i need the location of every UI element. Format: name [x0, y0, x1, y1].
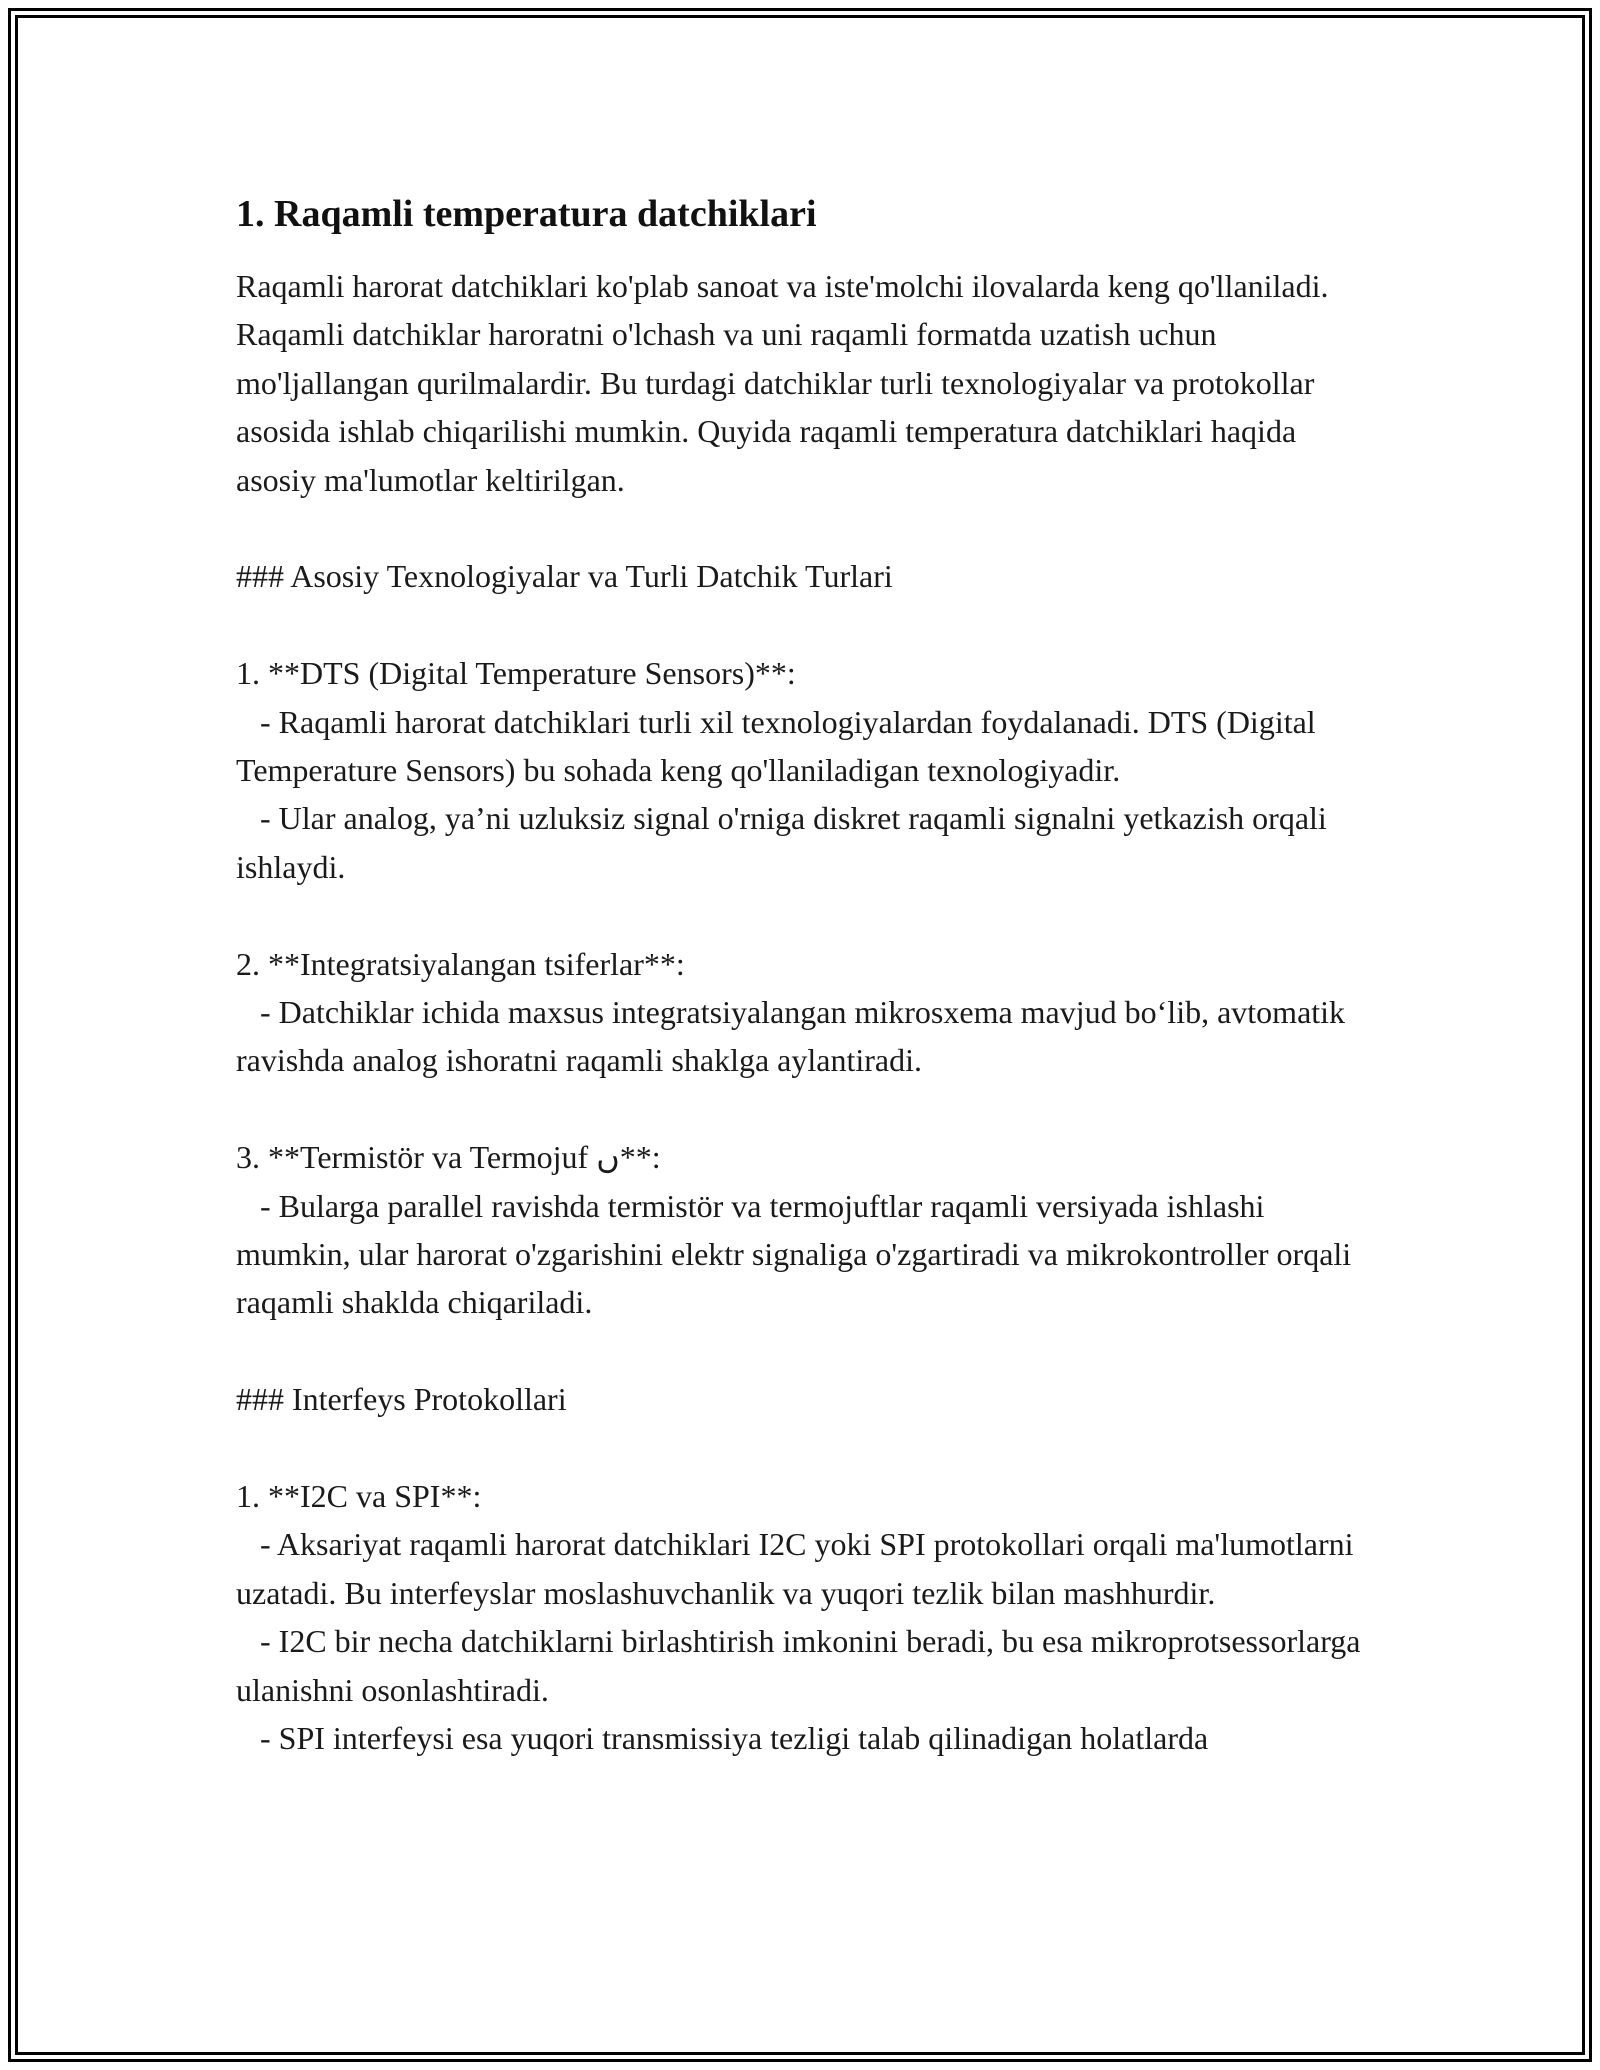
document-title: 1. Raqamli temperatura datchiklari [236, 193, 817, 235]
document-page [236, 188, 1364, 1763]
list-item: 1. **I2C va SPI**: - Aksariyat raqamli harorat datchiklari I2C yoki SPI protokollari orqali ma'lumotlarni uzatadi. Bu interfeyslar moslashuvchanlik va yuqori tezlik bilan mashhurdir. - I2C bir necha datchiklarni birlashtirish imkonini beradi, bu esa mikroprotsessorlarga ulanishni osonlashtiradi. - SPI interfeysi esa yuqori transmissiya tezligi talab qilinadigan holatlarda [236, 1478, 1361, 1757]
paragraph-gap [236, 1327, 1364, 1375]
section-heading: ### Interfeys Protokollari [236, 1381, 567, 1418]
list-item: 2. **Integratsiyalangan tsiferlar**: - Datchiklar ichida maxsus integratsiyalangan mikrosxema mavjud bo‘lib, avtomatik ravishda analog ishoratni raqamli shaklga aylantiradi. [236, 945, 1346, 1079]
paragraph-gap [236, 891, 1364, 939]
paragraph-gap [236, 1085, 1364, 1133]
paragraph-gap [236, 601, 1364, 649]
intro-paragraph: Raqamli harorat datchiklari ko'plab sanoat va iste'molchi ilovalarda keng qo'llaniladi. Raqamli datchiklar haroratni o'lchash va uni raqamli formatda uzatish uchun mo'ljallangan qurilmalardir. Bu turdagi datchiklar turli texnologiyalar va protokollar asosida ishlab chiqarilishi mumkin. Quyida raqamli temperatura datchiklari haqida asosiy ma'lumotlar keltirilgan. [236, 268, 1337, 498]
list-item: 1. **DTS (Digital Temperature Sensors)**: - Raqamli harorat datchiklari turli xil texnologiyalardan foydalanadi. DTS (Digital Temperature Sensors) bu sohada keng qo'llaniladigan texnologiyadir. - Ular analog, ya’ni uzluksiz signal o'rniga diskret raqamli signalni yetkazish orqali ishlaydi. [236, 655, 1327, 885]
paragraph-gap [236, 504, 1364, 552]
section-heading: ### Asosiy Texnologiyalar va Turli Datchik Turlari [236, 558, 893, 595]
paragraph-gap [236, 1424, 1364, 1472]
list-item: 3. **Termistör va Termojuf ں**: - Bularga parallel ravishda termistör va termojuftlar raqamli versiyada ishlashi mumkin, ular harorat o'zgarishini elektr signaliga o'zgartiradi va mikrokontroller orqali raqamli shaklda chiqariladi. [236, 1139, 1352, 1321]
